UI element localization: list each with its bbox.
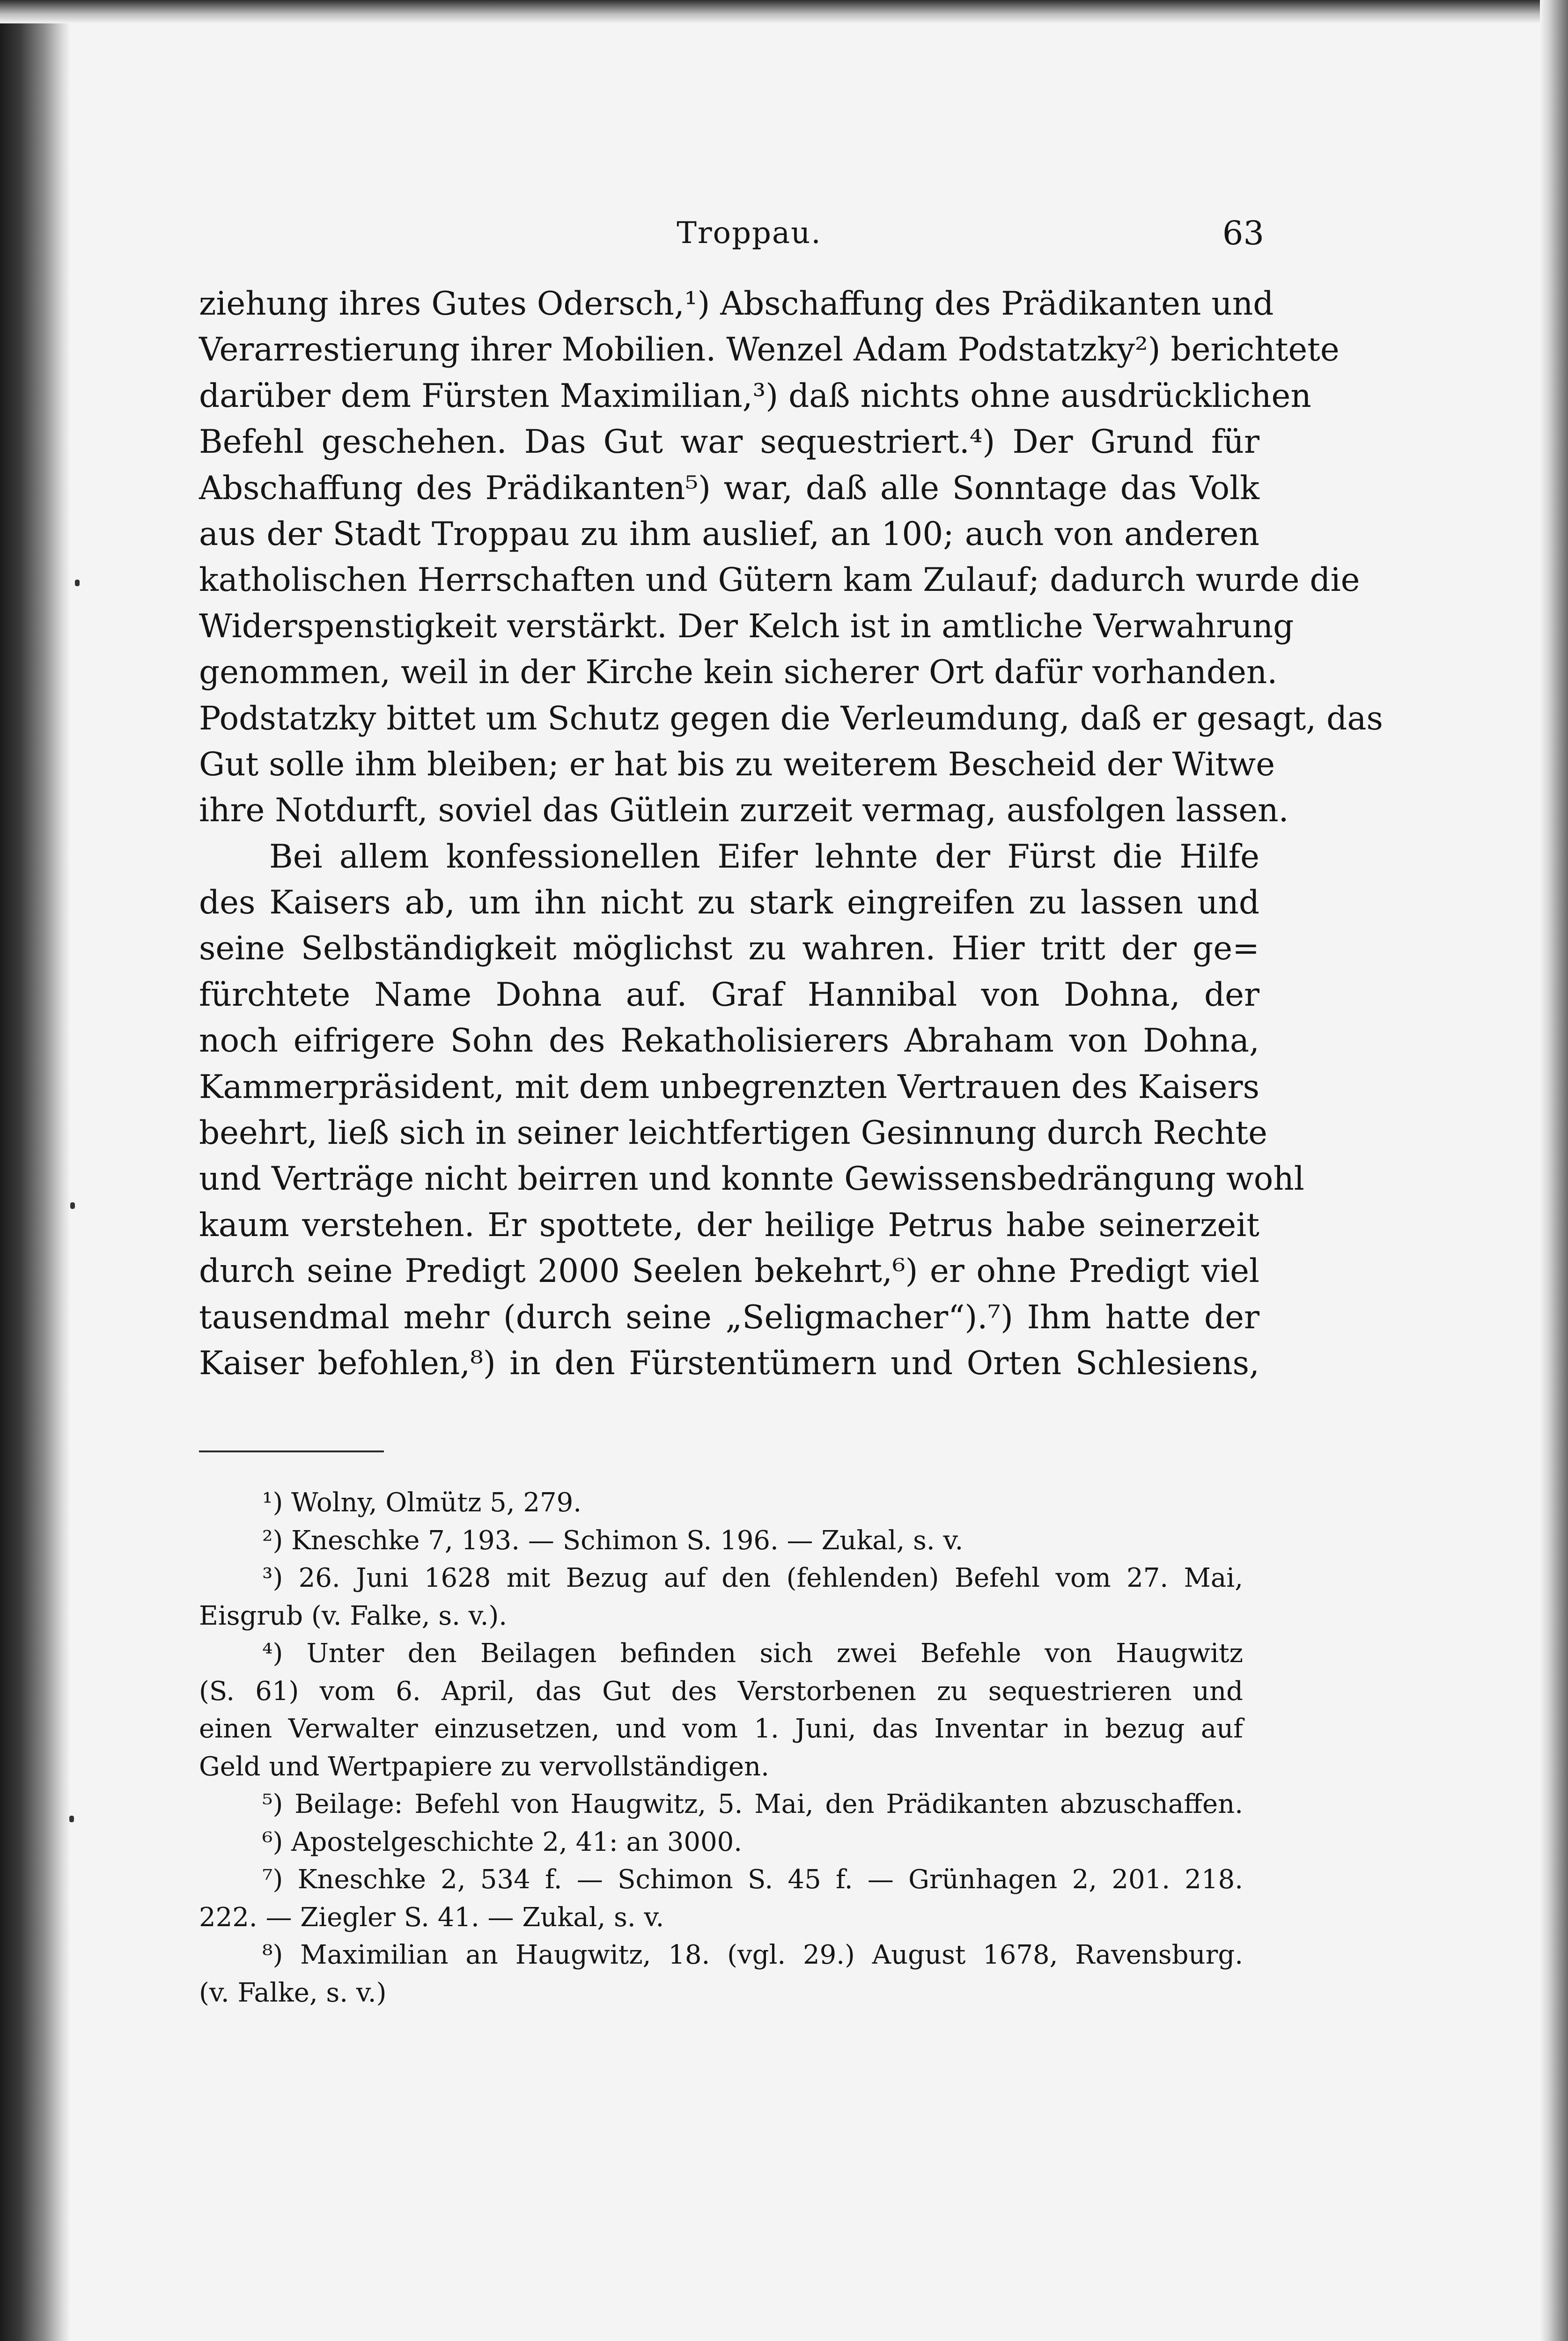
body-line: Befehl geschehen. Das Gut war sequestriert.⁴) Der Grund für xyxy=(199,423,1259,461)
footnote-line: ²) Kneschke 7, 193. — Schimon S. 196. — Zukal, s. v. xyxy=(262,1525,964,1556)
margin-speck xyxy=(75,580,80,586)
top-edge-shadow xyxy=(0,0,1568,23)
right-edge-shadow xyxy=(1540,0,1568,2341)
footnote-line: einen Verwalter einzusetzen, und vom 1. Juni, das Inventar in bezug auf xyxy=(199,1714,1243,1744)
footnote-line: ⁷) Kneschke 2, 534 f. — Schimon S. 45 f. — Grünhagen 2, 201. 218. xyxy=(262,1864,1243,1895)
footnote-line: ⁴) Unter den Beilagen befinden sich zwei Befehle von Haugwitz xyxy=(262,1638,1243,1669)
body-line: des Kaisers ab, um ihn nicht zu stark eingreifen zu lassen und xyxy=(199,884,1259,922)
body-text xyxy=(199,281,1383,1386)
footnote-line: Geld und Wertpapiere zu vervollständigen. xyxy=(199,1751,769,1782)
body-line: katholischen Herrschaften und Gütern kam Zulauf; dadurch wurde die xyxy=(199,561,1360,599)
body-line: Bei allem konfessionellen Eifer lehnte der Fürst die Hilfe xyxy=(269,838,1259,876)
book-spine-shadow xyxy=(0,0,70,2341)
footnote-line: Eisgrub (v. Falke, s. v.). xyxy=(199,1600,508,1631)
body-line: durch seine Predigt 2000 Seelen bekehrt,⁶) er ohne Predigt viel xyxy=(199,1252,1259,1290)
footnote-line: ⁸) Maximilian an Haugwitz, 18. (vgl. 29.) August 1678, Ravensburg. xyxy=(262,1940,1243,1970)
footnote-line: ³) 26. Juni 1628 mit Bezug auf den (fehlenden) Befehl vom 27. Mai, xyxy=(262,1563,1243,1593)
footnote-line: 222. — Ziegler S. 41. — Zukal, s. v. xyxy=(199,1902,664,1933)
footnote-line: (v. Falke, s. v.) xyxy=(199,1977,387,2008)
body-line: und Verträge nicht beirren und konnte Gewissensbedrängung wohl xyxy=(199,1160,1304,1198)
body-line: noch eifrigere Sohn des Rekatholisierers Abraham von Dohna, xyxy=(199,1022,1259,1060)
body-line: seine Selbständigkeit möglichst zu wahren. Hier tritt der ge= xyxy=(199,930,1259,968)
body-line: Abschaffung des Prädikanten⁵) war, daß alle Sonntage das Volk xyxy=(199,469,1259,507)
body-line: Widerspenstigkeit verstärkt. Der Kelch ist in amtliche Verwahrung xyxy=(199,607,1294,645)
body-line: kaum verstehen. Er spottete, der heilige Petrus habe seinerzeit xyxy=(199,1206,1259,1244)
footnote-separator xyxy=(199,1450,384,1452)
footnote-line: (S. 61) vom 6. April, das Gut des Verstorbenen zu sequestrieren und xyxy=(199,1676,1243,1707)
margin-speck xyxy=(70,1202,75,1209)
footnote-line: ⁵) Beilage: Befehl von Haugwitz, 5. Mai, den Prädikanten abzuschaffen. xyxy=(262,1789,1243,1819)
footnote-line: ¹) Wolny, Olmütz 5, 279. xyxy=(262,1487,582,1518)
body-line: Verarrestierung ihrer Mobilien. Wenzel Adam Podstatzky²) berichtete xyxy=(199,331,1340,369)
body-line: darüber dem Fürsten Maximilian,³) daß nichts ohne ausdrücklichen xyxy=(199,377,1311,415)
body-line: fürchtete Name Dohna auf. Graf Hannibal von Dohna, der xyxy=(199,976,1259,1014)
body-line: beehrt, ließ sich in seiner leichtfertigen Gesinnung durch Rechte xyxy=(199,1114,1267,1152)
footnote-line: ⁶) Apostelgeschichte 2, 41: an 3000. xyxy=(262,1826,743,1857)
body-line: Gut solle ihm bleiben; er hat bis zu weiterem Bescheid der Witwe xyxy=(199,745,1275,783)
body-line: Podstatzky bittet um Schutz gegen die Verleumdung, daß er gesagt, das xyxy=(199,699,1383,737)
footnotes xyxy=(199,1484,1243,2012)
body-line: aus der Stadt Troppau zu ihm auslief, an 100; auch von anderen xyxy=(199,515,1259,553)
body-line: genommen, weil in der Kirche kein sicherer Ort dafür vorhanden. xyxy=(199,654,1278,692)
running-title: Troppau. xyxy=(677,216,822,250)
body-line: Kammerpräsident, mit dem unbegrenzten Vertrauen des Kaisers xyxy=(199,1068,1259,1106)
margin-speck xyxy=(69,1816,74,1822)
body-line: ihre Notdurft, soviel das Gütlein zurzeit vermag, ausfolgen lassen. xyxy=(199,792,1289,830)
page-number: 63 xyxy=(1222,214,1264,252)
body-line: ziehung ihres Gutes Odersch,¹) Abschaffung des Prädikanten und xyxy=(199,285,1274,323)
body-line: tausendmal mehr (durch seine „Seligmacher“).⁷) Ihm hatte der xyxy=(199,1298,1259,1336)
body-line: Kaiser befohlen,⁸) in den Fürstentümern und Orten Schlesiens, xyxy=(199,1344,1259,1382)
